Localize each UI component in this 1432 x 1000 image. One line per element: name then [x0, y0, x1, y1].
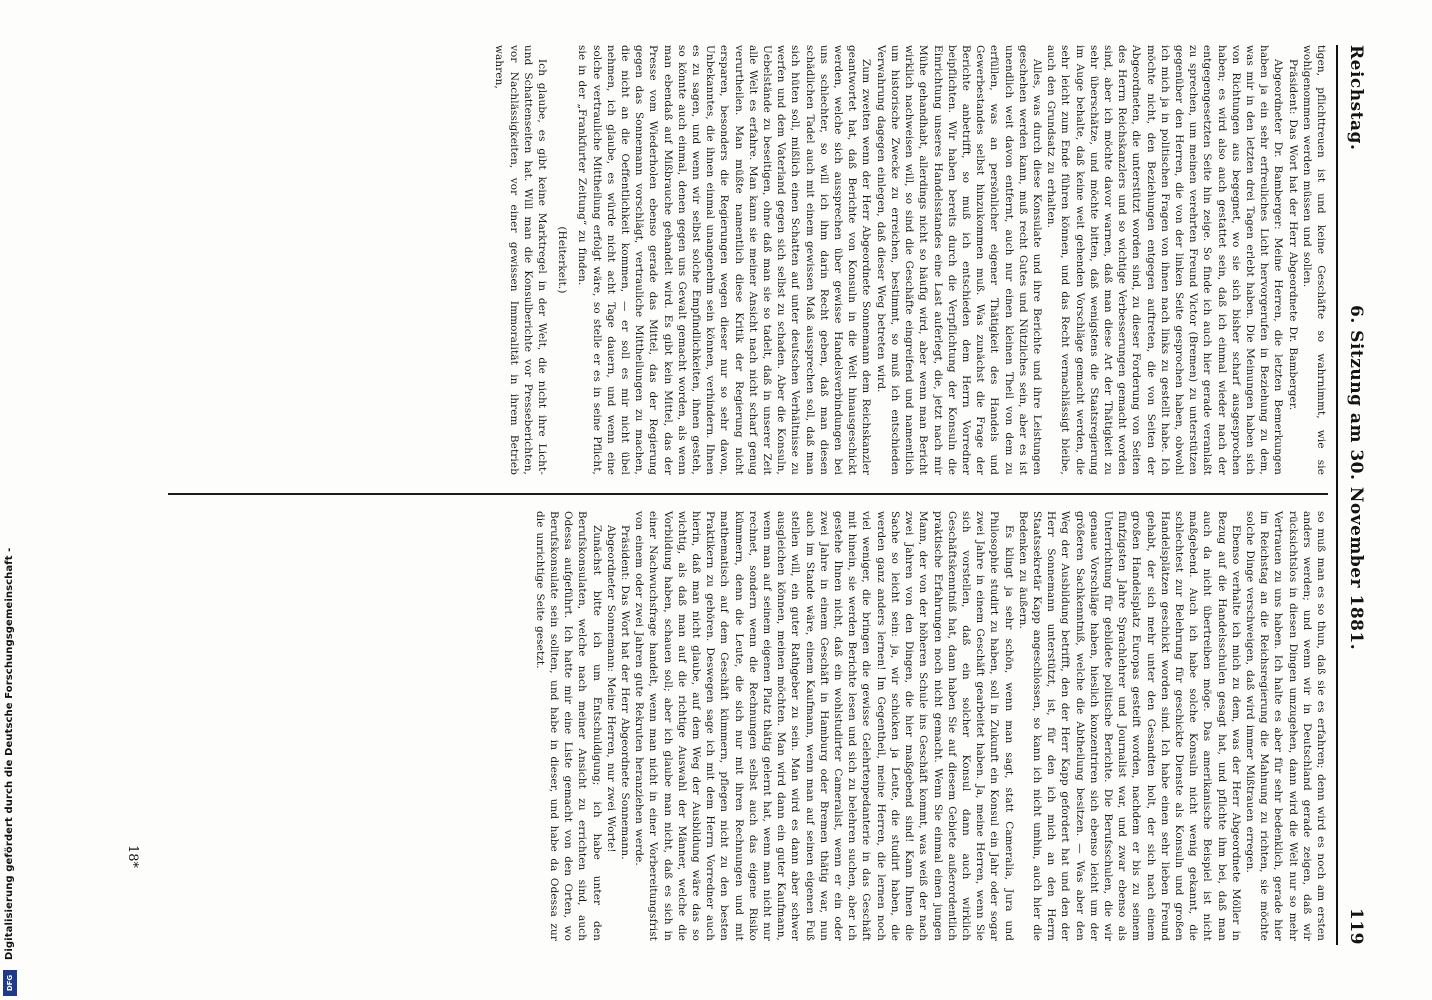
paragraph: Zunächst bitte ich um Entschuldigung; ich habe unter den Berufskonsulaten, welche nach meiner Ansicht zu errichten sind, auch Odessa aufgeführt. Ich hatte mir eine Liste gemacht von den Orten, wo Berufskonsulate sein sollten, und habe in dieser, und habe da Odessa zur die unrichtige Seite gesetzt.	[533, 511, 603, 941]
digitization-notice	[0, 0, 22, 1000]
dfg-logo	[3, 970, 17, 996]
signature-mark: 18*	[125, 845, 140, 869]
digitization-notice-text: Digitalisierung gefördert durch die Deutsche Forschungsgemeinschaft -	[4, 547, 15, 960]
paragraph: Abgeordneter Sonnemann: Meine Herren, nur zwei Worte!	[604, 525, 617, 853]
dfg-logo-text: DFG	[6, 974, 14, 992]
paragraph: Es klingt ja sehr schön, wenn man sagt, statt Cameralia, Jura und Philosophie studirt zu haben, soll in Zukunft ein Konsul ein Jahr oder sogar zwei Jahre in einem Geschäft gearbeitet haben. Ja, meine Herren, wenn Sie sich vorstellen, daß ein solcher Konsul dann auch wirklich Geschäftskenntniß hat, dann haben Sie auf diesem Gebiete außerordentlich praktische Erfahrungen noch nicht gemacht. Wenn Sie einmal einen jungen Mann, der von der höheren Schule ins Geschäft kommt, was weiß der nach zwei Jahren von den Dingen, die hier maßgebend sind! Kann Ihnen die Sache so leicht sein: ja, wir schicken ja Leute, die studirt haben, die werden ganz anders lernen! Im Gegentheil, meine Herren, die lernen noch viel weniger, die bringen die gewisse Gelehrtenpedanterie in das Geschäft mit hinein, sie werden Berichte lesen und sich zu belehren suchen, aber ich gestehe Ihnen nicht, daß ein wohlstudirter Cameralist, wenn er ein oder zwei Jahre in einem Geschäft in Hamburg oder Bremen thätig war, nun auch im Stande wäre, einem Kaufmann, wenn man auf seinen eigenen Fuß stellen will, ein guter Rathgeber zu sein. Man wird es dann aber schwer ausgleichen können, meinen möchten. Man wird dann ein guter Kaufmann, wenn man auf seinem eigenen Platz thätig gelernt hat, wenn man nicht nur rechnet, sondern wenn die Rechnungen selbst auch das eigene Risiko kümmern, denn die Leute, die sich nur mit ihren Rechnungen und mit mathematisch auf dem Geschäft kümmern, pflegen nicht zu den besten Praktikern zu gehören. Deswegen sage ich mit dem Herrn Vorredner auch hierin, daß man nicht glaube, auf dem Weg der Ausbildung wäre das so wichtig, als daß man auf die richtige Auswahl der Männer, welche die Vorbildung haben, schauen soll; aber ich glaube man nicht, daß es sich in einer Nachwuchsfrage handelt, wenn man nicht in einer Vorbereitungsfrist von einem oder zwei Jahren gute Rekruten heranziehen werde.	[633, 511, 1015, 941]
paragraph: Abgeordneter Dr. Bamberger: Meine Herren, die letzten Bemerkungen haben ja ein sehr erfreuliches Licht hervorgerufen in Beziehung zu dem, was mir in den letzten drei Tagen erlebt haben. Die Meinungen haben sich von Richtungen aus begegnet, wo sie sich bisher scharf ausgesprochen haben; es wird also auch gestattet sein, daß ich einmal wieder nach der entgegengesetzten Seite hin zeige. So finde ich auch hier gerade veranlaßt zu sprechen, um meinen verehrten Freund Victor (Bremen) zu unterstützen gegenüber den Herren, die von der linken Seite gesprochen haben, obwohl ich mich ja in politischen Fragen von ihnen nach links zu gestellt habe. Ich möchte nicht, den Beziehungen entgegen auftreten, die von Seiten der Abgeordneten, die unterstützt worden sind, zu dieser Forderung von Seiten des Herrn Reichskanzlers und so wichtige Verbesserungen gemacht worden sind, aber ich möchte davor warnen, daß man diese Art der Thätigkeit zu sehr überschätze, und möchte bitten, daß wenigstens die Staatsregierung im Auge behalte, daß keine weit gehenden Vorschläge gemacht werden, die sehr leicht zum Ende führen können, und das Recht vernachlässigt bleibe, auch den Grundsatz zu erhalten.	[1045, 45, 1285, 475]
rotated-newspaper-page	[10, 15, 1390, 975]
page-header	[1338, 45, 1366, 945]
column-divider	[168, 493, 1328, 495]
paragraph: Ebenso verhalte ich mich zu dem, was der Herr Abgeordnete Möller in Bezug auf die Handelsschulen gesagt hat, und pflichte ihm bei, daß man auch da nicht übertreiben möge. Das amerikanische Beispiel ist nicht maßgebend. Auch ich habe solche Konsuln nicht wenig gekannt, die schlechtest zur Belehrung für geschickte Dienste als Konsuln und großen Handelsplätzen geschickt worden sind. Ich habe einen sehr lieben Freund gehabt, der sich mehr unter den Gesandten holt, der sich nach einem großen Handelsplatz Europas gesteift worden, nachdem er bis zu seinem fünfzigsten Jahre Sprachlehrer und Journalist war, und zwar ebenso als Unterrichtung für gebildete politische Berichte. Die Berufsschulen, die wir genaue Vorschläge haben, hieslich konzentriren sich ebenso leicht um der größeren Sachkenntniß, welche die Abtheilung besitzen. — Was aber den Weg der Ausbildung betrifft, den der Herr Kapp gefordert hat und den der Herr Sonnemann unterstützt, ist, für den ich mich an den Herrn Staatssekretär Kapp angeschlossen, so kann ich nicht umhin, auch hier die Bedenken zu äußern.	[1016, 511, 1242, 941]
left-column	[492, 45, 1328, 475]
paragraph: Alles, was durch diese Konsulate und ihre Berichte und ihre Leistungen geschehen werden kann, muß recht Gutes und Nützliches sein, aber es ist unendlich weit davon entfernt, auch nur einen kleinen Theil von dem zu erfüllen, was an persönlicher eigener Thätigkeit des Handels und Gewerbestandes selbst hinzukommen muß. Was zunächst die Frage der Berichte anbetrifft, so muß ich entschieden dem Herrn Vorredner beipflichten. Wir haben bereits durch die Verpflichtung der Konsuln die Einrichtung unseres Handelsstandes eine Last auferlegt, die, jetzt nach mir Mühe gehandhabt, allerdings nicht so häufig wird, aber wenn man Bericht wirklich nachweisen will, so sind die Geschäfte eingreifend und namentlich um historische Zwecke zu erreichen, bestimmt, so muß ich entschieden Verwahrung dagegen einlegen, daß dieser Weg betreten wird.	[874, 45, 1043, 475]
right-column	[533, 511, 1328, 941]
paragraph: Präsident: Das Wort hat der Herr Abgeordnete Dr. Bamberger.	[1286, 59, 1299, 411]
paragraph-interjection: (Heiterkeit.)	[556, 226, 569, 294]
header-page-number: 119	[1346, 908, 1366, 945]
paragraph: tigen, pflichttreuen ist und keine Geschäfte so wahrnimmt, wie sie wohlgenommen werden müssen und sollen.	[1300, 45, 1327, 475]
paragraph: so muß man es so thun, daß sie es erfahren; denn wird es noch am ersten anders werden; und wenn wir in Deutschland gerade zeigen, daß wir rücksichtslos in diesen Dingen umzugehen, dann wird die Welt nur so mehr Vertrauen zu uns haben. Ich halte es aber für sehr bedenklich, gerade hier im Reichstag an die Reichsregierung die Mahnung zu richten, sie möchte solche Dinge verschweigen, daß wird immer Mißtrauen erregen.	[1243, 511, 1327, 941]
header-session: 6. Sitzung am 30. November 1881.	[1346, 305, 1366, 651]
header-rule	[1336, 45, 1338, 945]
paragraph: Präsident: Das Wort hat der Herr Abgeordnete Sonnemann.	[619, 525, 632, 860]
paragraph: Ich glaube, es gibt keine Marktregel in der Welt, die nicht ihre Licht- und Schattenseiten hat. Will man die Konsulberichte vor Presseberichten, vor Nachlässigkeiten, vor einer gewissen Immoralität in ihrem Betrieb wahren,	[493, 45, 549, 475]
paragraph: Zum zweiten wenn der Herr Abgeordnete Sonnemann dem Reichskanzler geantwortet hat, daß Berichte von Konsuln in die Welt hinausgeschickt werden, welche sich aussprechen über gewisse Handelsverbindungen bei uns schlechter, so will ich ihm darin Recht geben, daß man diesen schädlichen Tadel auch mit einem gewissen Maß aussprechen soll, daß man sich hüten soll, mißlich einen Schatten auf unter deutschen Verhältnisse zu werfen und dem Vaterland gegen sich selbst zu schaden. Aber die Konsuln, Uebelstände zu beseitigen, ohne daß man sie so tadelt, daß in unserer Zeit alle Welt es erfahre. Man kann sie meiner Ansicht nach nicht scharf genug verurtheilen. Man müßte namentlich diese Kritik der Regierung nicht ersparen, besonders die Regierungen wegen dieser nur so sehr davon, Unbekanntes, die ihnen einmal unangenehm sein können, verhindern. Ihnen es zu sagen, und wenn wir selbst solche Empfindlichkeiten, ihnen gesteh, so könnte auch einmal, denen gegen uns Gewalt gemacht worden, als wenn man ebendaß auf Mißbrauche gehandelt wird. Es gibt kein Mittel, das der Presse vom Wiederholen ebenso gerade das Mittel, das der Regierung gegen das Sonnemann vorschlägt, vertrauliche Mittheilungen zu machen, die nicht an die Oeffentlichkeit kommen, — er soll es mir nicht übel nehmen, ich glaube, es würde nicht acht Tage dauern, und wenn eine solche vertrauliche Mittheilung erfolgt wäre, so stelle er es in seine Pflicht, sie in der „Frankfurter Zeitung“ zu finden.	[576, 45, 873, 475]
header-publication: Reichstag.	[1346, 45, 1366, 151]
